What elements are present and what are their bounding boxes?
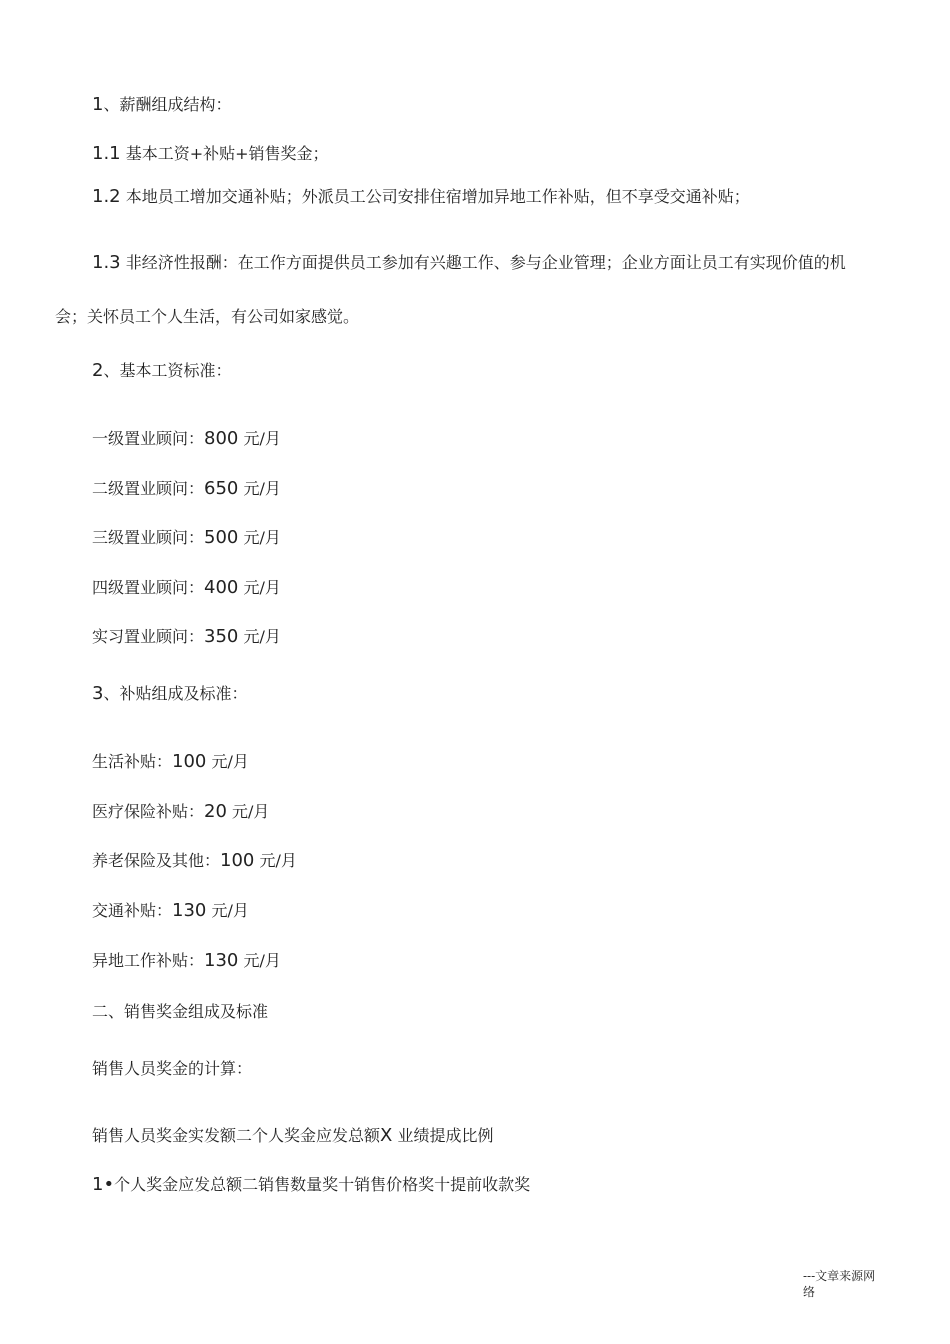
salary-unit: 元/月 — [238, 429, 281, 448]
section2-heading-text: 、基本工资标准： — [103, 361, 232, 380]
subsidy-unit: 元/月 — [206, 752, 249, 771]
item-number: 1.3 — [92, 252, 121, 273]
source-note-line2: 络 — [803, 1285, 816, 1299]
salary-unit: 元/月 — [238, 578, 281, 597]
subsidy-row — [92, 900, 249, 922]
subsidy-value: 100 — [220, 850, 255, 871]
section2-heading-number: 2 — [92, 360, 104, 381]
bonus-heading: 二、销售奖金组成及标准 — [92, 1002, 269, 1021]
subsidy-row — [92, 801, 269, 823]
salary-value: 650 — [204, 478, 239, 499]
salary-row — [92, 527, 281, 549]
section2-heading — [92, 360, 231, 382]
subsidy-row — [92, 950, 281, 972]
section3-heading-text: 、补贴组成及标准： — [103, 684, 248, 703]
subsidy-label: 医疗保险补贴： — [92, 802, 205, 821]
subsidy-label: 异地工作补贴： — [92, 951, 205, 970]
source-note — [803, 1268, 893, 1300]
salary-unit: 元/月 — [238, 627, 281, 646]
item-text: 基本工资+补贴+销售奖金； — [120, 144, 329, 163]
formula-left: 销售人员奖金实发额二个人奖金应发总额 — [92, 1126, 381, 1145]
formula-right: 业绩提成比例 — [392, 1126, 494, 1145]
salary-unit: 元/月 — [238, 528, 281, 547]
section3-heading-number: 3 — [92, 683, 104, 704]
item-text: 本地员工增加交通补贴；外派员工公司安排住宿增加异地工作补贴，但不享受交通补贴； — [120, 187, 750, 206]
section1-heading-text: 、薪酬组成结构： — [103, 95, 232, 114]
subsidy-value: 130 — [204, 950, 239, 971]
salary-row — [92, 577, 281, 599]
salary-label: 一级置业顾问： — [92, 429, 205, 448]
salary-label: 三级置业顾问： — [92, 528, 205, 547]
bonus-formula — [92, 1125, 493, 1147]
subsidy-label: 养老保险及其他： — [92, 851, 221, 870]
item-number: 1.2 — [92, 186, 121, 207]
formula-multiply: X — [380, 1125, 393, 1146]
subsidy-unit: 元/月 — [238, 951, 281, 970]
subsidy-unit: 元/月 — [254, 851, 297, 870]
salary-label: 实习置业顾问： — [92, 627, 205, 646]
salary-value: 350 — [204, 626, 239, 647]
section3-heading — [92, 683, 247, 705]
salary-row — [92, 626, 281, 648]
section1-item-1-3 — [92, 252, 846, 274]
item-text: 非经济性报酬：在工作方面提供员工参加有兴趣工作、参与企业管理；企业方面让员工有实现价值的机 — [120, 253, 846, 272]
item-text: 个人奖金应发总额二销售数量奖十销售价格奖十提前收款奖 — [114, 1175, 531, 1194]
salary-row — [92, 428, 281, 450]
salary-unit: 元/月 — [238, 479, 281, 498]
salary-row — [92, 478, 281, 500]
item-number: 1.1 — [92, 143, 121, 164]
section1-item-1-3-continuation — [55, 306, 359, 328]
section1-item-1-2 — [92, 186, 750, 208]
subsidy-row — [92, 850, 297, 872]
subsidy-unit: 元/月 — [206, 901, 249, 920]
bonus-item-1 — [92, 1174, 530, 1196]
subsidy-row — [92, 751, 249, 773]
section1-heading — [92, 94, 231, 116]
subsidy-unit: 元/月 — [226, 802, 270, 821]
salary-value: 500 — [204, 527, 239, 548]
section1-item-1-1 — [92, 143, 329, 165]
salary-value: 400 — [204, 577, 239, 598]
item-number: 1• — [92, 1174, 115, 1195]
subsidy-label: 生活补贴： — [92, 752, 173, 771]
item-text: 会；关怀员工个人生活，有公司如家感觉。 — [55, 307, 360, 326]
salary-label: 二级置业顾问： — [92, 479, 205, 498]
section1-heading-number: 1 — [92, 94, 104, 115]
source-note-line1: ---文章来源网 — [803, 1269, 876, 1283]
salary-label: 四级置业顾问： — [92, 578, 205, 597]
salary-value: 800 — [204, 428, 239, 449]
subsidy-label: 交通补贴： — [92, 901, 173, 920]
subsidy-value: 20 — [204, 801, 227, 822]
bonus-calc-label: 销售人员奖金的计算： — [92, 1059, 253, 1078]
subsidy-value: 130 — [172, 900, 207, 921]
subsidy-value: 100 — [172, 751, 207, 772]
